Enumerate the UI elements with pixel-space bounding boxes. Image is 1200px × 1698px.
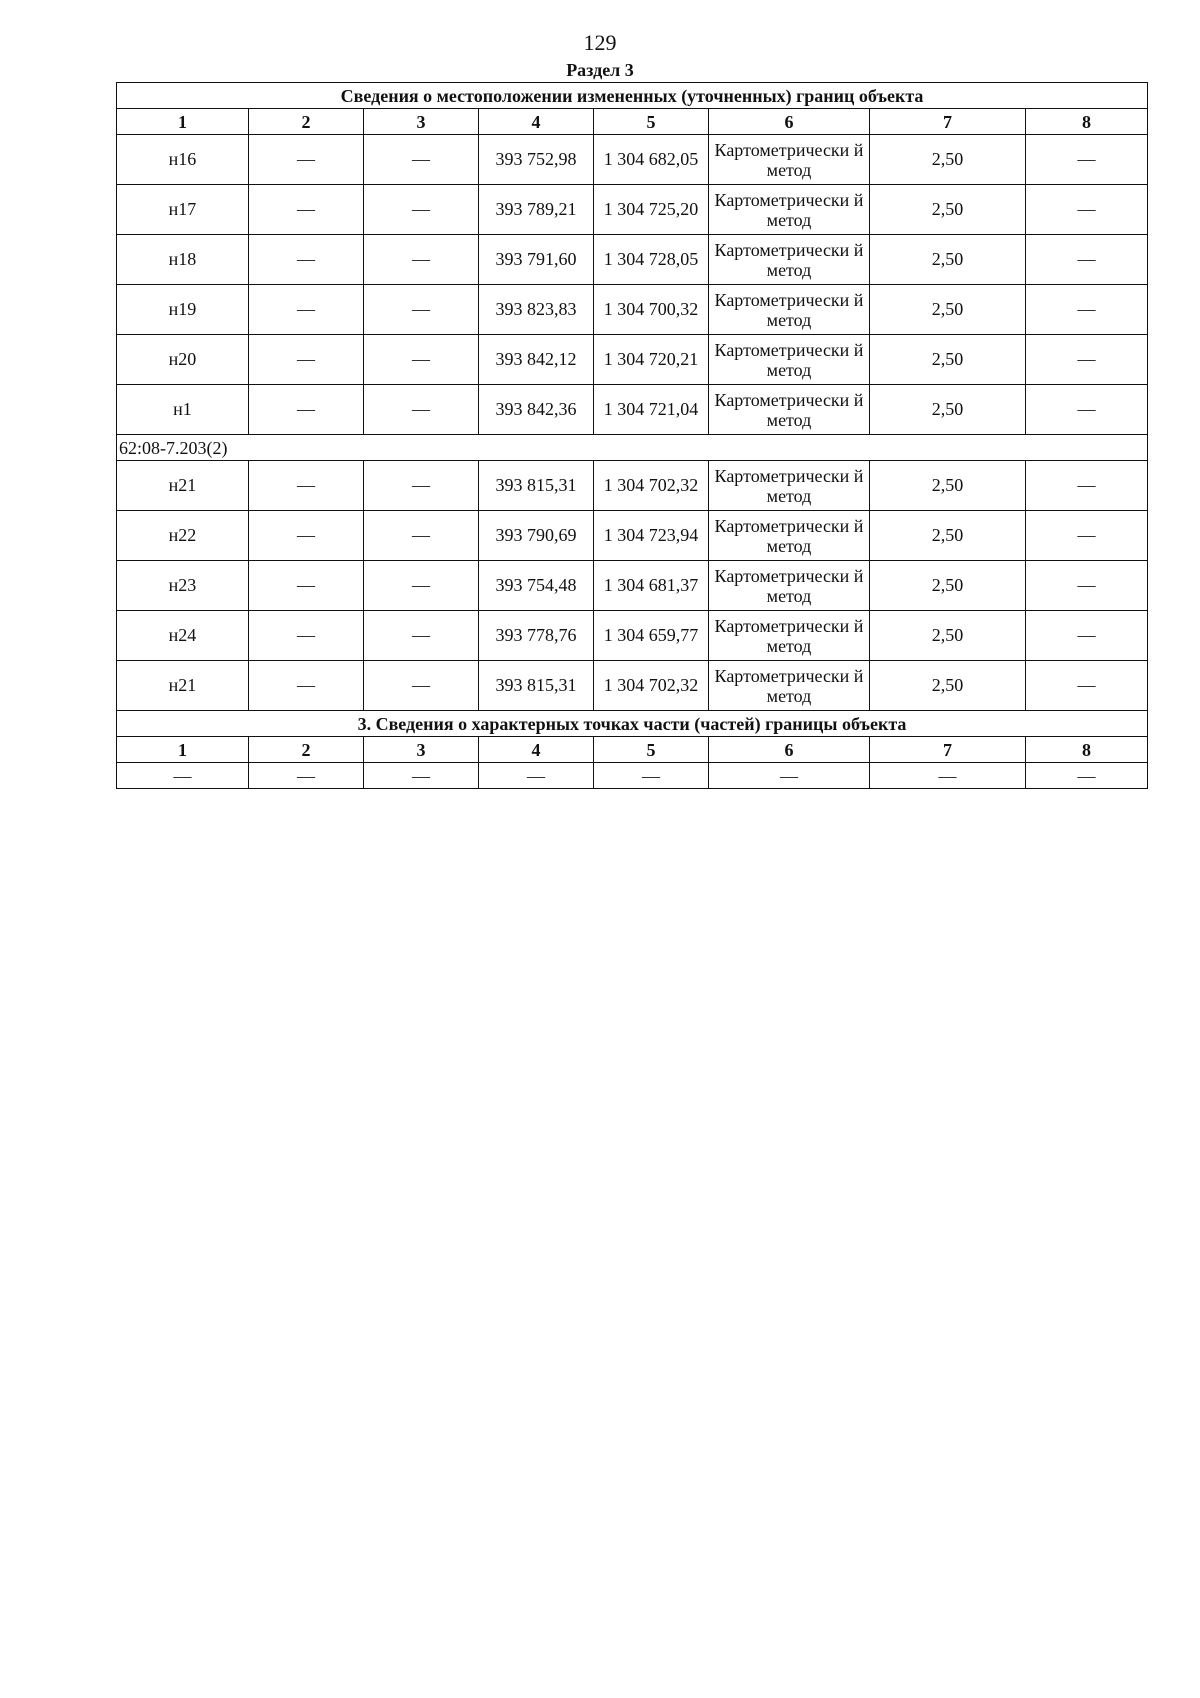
- point-id-cell: н16: [117, 135, 249, 185]
- empty-cell: —: [249, 235, 364, 285]
- column-number: 3: [364, 109, 479, 135]
- empty-cell: —: [364, 661, 479, 711]
- empty-cell: —: [249, 285, 364, 335]
- y-coordinate-cell: 1 304 681,37: [594, 561, 709, 611]
- method-cell: Картометрически й метод: [709, 285, 870, 335]
- empty-cell: —: [364, 763, 479, 789]
- column-number: 6: [709, 109, 870, 135]
- y-coordinate-cell: 1 304 725,20: [594, 185, 709, 235]
- method-cell: Картометрически й метод: [709, 561, 870, 611]
- method-cell: Картометрически й метод: [709, 385, 870, 435]
- page-number: 129: [583, 30, 617, 55]
- section-title: Раздел 3: [566, 60, 634, 80]
- y-coordinate-cell: 1 304 700,32: [594, 285, 709, 335]
- empty-cell: —: [1026, 335, 1148, 385]
- group-label: 62:08-7.203(2): [117, 435, 1148, 461]
- accuracy-cell: 2,50: [870, 461, 1026, 511]
- x-coordinate-cell: 393 842,36: [479, 385, 594, 435]
- empty-cell: —: [249, 185, 364, 235]
- table-row: [117, 511, 1148, 561]
- method-cell: Картометрически й метод: [709, 461, 870, 511]
- empty-cell: —: [249, 135, 364, 185]
- section3-empty-row: [117, 763, 1148, 789]
- accuracy-cell: 2,50: [870, 611, 1026, 661]
- method-cell: Картометрически й метод: [709, 511, 870, 561]
- column-number: 4: [479, 737, 594, 763]
- point-id-cell: н22: [117, 511, 249, 561]
- accuracy-cell: 2,50: [870, 661, 1026, 711]
- x-coordinate-cell: 393 791,60: [479, 235, 594, 285]
- accuracy-cell: 2,50: [870, 511, 1026, 561]
- empty-cell: —: [249, 461, 364, 511]
- column-number: 5: [594, 109, 709, 135]
- column-number-row: [117, 737, 1148, 763]
- table-row: [117, 235, 1148, 285]
- group-label-row: [117, 435, 1148, 461]
- x-coordinate-cell: 393 778,76: [479, 611, 594, 661]
- y-coordinate-cell: 1 304 728,05: [594, 235, 709, 285]
- y-coordinate-cell: 1 304 720,21: [594, 335, 709, 385]
- column-number: 7: [870, 737, 1026, 763]
- empty-cell: —: [479, 763, 594, 789]
- x-coordinate-cell: 393 789,21: [479, 185, 594, 235]
- table-row: [117, 385, 1148, 435]
- empty-cell: —: [364, 185, 479, 235]
- empty-cell: —: [364, 335, 479, 385]
- table-row: [117, 285, 1148, 335]
- empty-cell: —: [249, 511, 364, 561]
- table-row: [117, 135, 1148, 185]
- empty-cell: —: [1026, 235, 1148, 285]
- method-cell: Картометрически й метод: [709, 135, 870, 185]
- empty-cell: —: [364, 561, 479, 611]
- empty-cell: —: [249, 561, 364, 611]
- empty-cell: —: [249, 763, 364, 789]
- y-coordinate-cell: 1 304 659,77: [594, 611, 709, 661]
- y-coordinate-cell: 1 304 702,32: [594, 661, 709, 711]
- y-coordinate-cell: 1 304 702,32: [594, 461, 709, 511]
- empty-cell: —: [249, 335, 364, 385]
- column-number: 5: [594, 737, 709, 763]
- empty-cell: —: [249, 385, 364, 435]
- point-id-cell: н18: [117, 235, 249, 285]
- method-cell: Картометрически й метод: [709, 611, 870, 661]
- column-number: 7: [870, 109, 1026, 135]
- empty-cell: —: [364, 285, 479, 335]
- point-id-cell: н24: [117, 611, 249, 661]
- boundary-coordinates-table: [116, 82, 1148, 789]
- empty-cell: —: [1026, 561, 1148, 611]
- column-number-row: [117, 109, 1148, 135]
- point-id-cell: н20: [117, 335, 249, 385]
- empty-cell: —: [709, 763, 870, 789]
- empty-cell: —: [870, 763, 1026, 789]
- column-number: 1: [117, 109, 249, 135]
- table-row: [117, 185, 1148, 235]
- method-cell: Картометрически й метод: [709, 661, 870, 711]
- accuracy-cell: 2,50: [870, 185, 1026, 235]
- x-coordinate-cell: 393 752,98: [479, 135, 594, 185]
- empty-cell: —: [1026, 285, 1148, 335]
- table-row: [117, 335, 1148, 385]
- method-cell: Картометрически й метод: [709, 235, 870, 285]
- accuracy-cell: 2,50: [870, 385, 1026, 435]
- point-id-cell: н21: [117, 461, 249, 511]
- column-number: 6: [709, 737, 870, 763]
- empty-cell: —: [117, 763, 249, 789]
- empty-cell: —: [364, 235, 479, 285]
- table-row: [117, 561, 1148, 611]
- empty-cell: —: [249, 611, 364, 661]
- x-coordinate-cell: 393 790,69: [479, 511, 594, 561]
- accuracy-cell: 2,50: [870, 285, 1026, 335]
- table-row: [117, 461, 1148, 511]
- empty-cell: —: [364, 611, 479, 661]
- y-coordinate-cell: 1 304 723,94: [594, 511, 709, 561]
- point-id-cell: н21: [117, 661, 249, 711]
- section3-title-row: [117, 711, 1148, 737]
- table-row: [117, 661, 1148, 711]
- empty-cell: —: [1026, 385, 1148, 435]
- empty-cell: —: [1026, 461, 1148, 511]
- column-number: 1: [117, 737, 249, 763]
- section3-title: 3. Сведения о характерных точках части (частей) границы объекта: [117, 711, 1148, 737]
- band-title: Сведения о местоположении измененных (уточненных) границ объекта: [117, 83, 1148, 109]
- empty-cell: —: [364, 511, 479, 561]
- table-row: [117, 611, 1148, 661]
- method-cell: Картометрически й метод: [709, 335, 870, 385]
- accuracy-cell: 2,50: [870, 561, 1026, 611]
- empty-cell: —: [364, 461, 479, 511]
- x-coordinate-cell: 393 842,12: [479, 335, 594, 385]
- x-coordinate-cell: 393 815,31: [479, 461, 594, 511]
- point-id-cell: н19: [117, 285, 249, 335]
- column-number: 4: [479, 109, 594, 135]
- accuracy-cell: 2,50: [870, 235, 1026, 285]
- empty-cell: —: [1026, 135, 1148, 185]
- x-coordinate-cell: 393 823,83: [479, 285, 594, 335]
- point-id-cell: н17: [117, 185, 249, 235]
- point-id-cell: н23: [117, 561, 249, 611]
- column-number: 8: [1026, 737, 1148, 763]
- empty-cell: —: [1026, 763, 1148, 789]
- method-cell: Картометрически й метод: [709, 185, 870, 235]
- accuracy-cell: 2,50: [870, 335, 1026, 385]
- x-coordinate-cell: 393 754,48: [479, 561, 594, 611]
- accuracy-cell: 2,50: [870, 135, 1026, 185]
- empty-cell: —: [1026, 611, 1148, 661]
- empty-cell: —: [594, 763, 709, 789]
- empty-cell: —: [249, 661, 364, 711]
- y-coordinate-cell: 1 304 682,05: [594, 135, 709, 185]
- column-number: 2: [249, 737, 364, 763]
- empty-cell: —: [1026, 661, 1148, 711]
- y-coordinate-cell: 1 304 721,04: [594, 385, 709, 435]
- empty-cell: —: [364, 385, 479, 435]
- empty-cell: —: [1026, 185, 1148, 235]
- point-id-cell: н1: [117, 385, 249, 435]
- empty-cell: —: [1026, 511, 1148, 561]
- column-number: 3: [364, 737, 479, 763]
- x-coordinate-cell: 393 815,31: [479, 661, 594, 711]
- column-number: 8: [1026, 109, 1148, 135]
- column-number: 2: [249, 109, 364, 135]
- empty-cell: —: [364, 135, 479, 185]
